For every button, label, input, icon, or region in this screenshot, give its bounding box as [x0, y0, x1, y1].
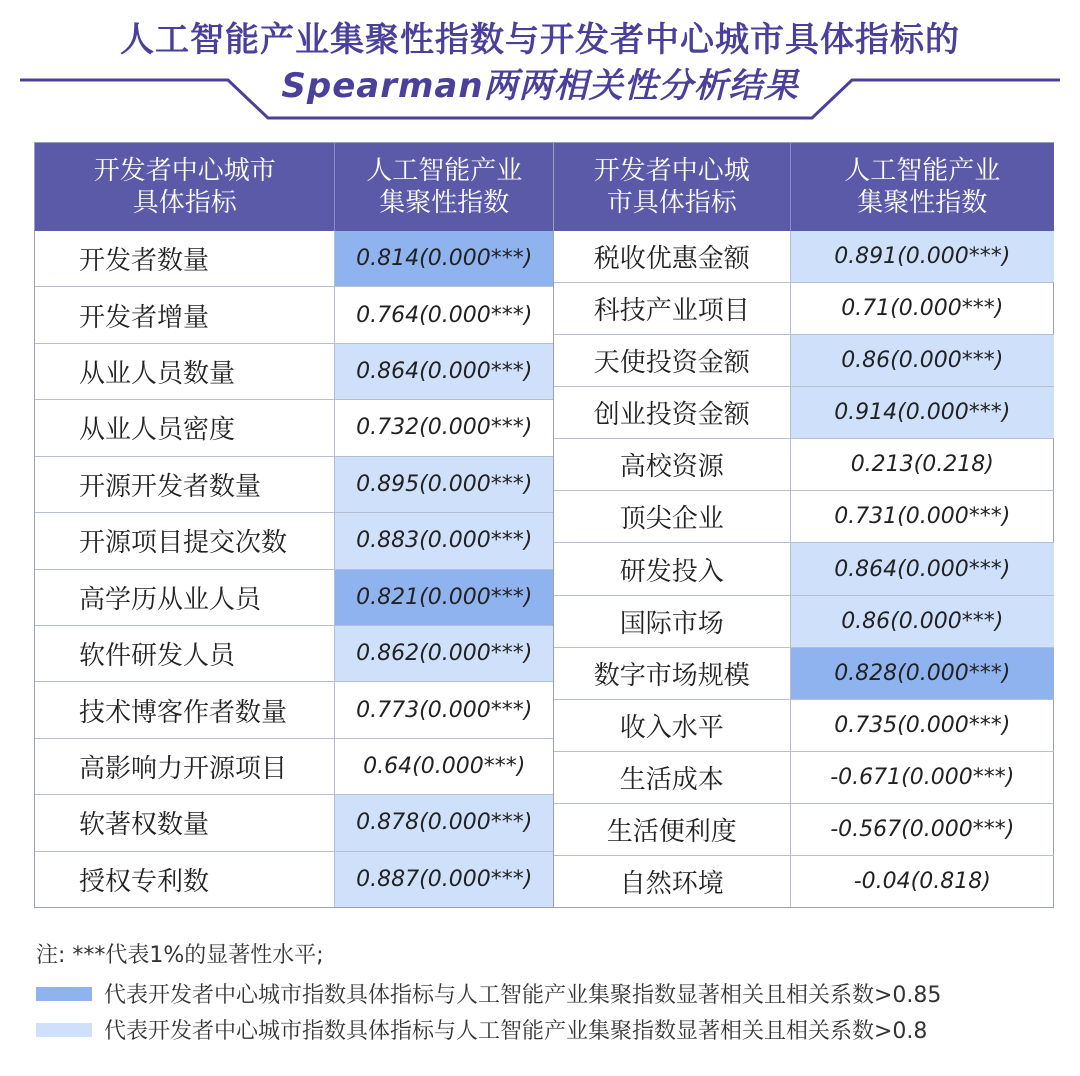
indicator-name: 高学历从业人员 [79, 584, 262, 615]
table-row [554, 438, 1054, 490]
table-row [554, 855, 1054, 907]
table-row [35, 456, 553, 512]
indicator-name: 从业人员密度 [79, 415, 236, 446]
header-index: 人工智能产业 集聚性指数 [790, 143, 1054, 231]
correlation-value: 0.731(0.000***) [790, 491, 1054, 542]
correlation-value: 0.914(0.000***) [790, 387, 1054, 438]
table-row [554, 542, 1054, 594]
table-row [554, 803, 1054, 855]
correlation-value: 0.732(0.000***) [334, 400, 553, 455]
page-subtitle: Spearman两两相关性分析结果 [281, 66, 799, 106]
indicator-name: 研发投入 [619, 556, 724, 587]
indicator-name: 天使投资金额 [593, 348, 750, 379]
correlation-value: 0.891(0.000***) [790, 231, 1054, 282]
page-title: 人工智能产业集聚性指数与开发者中心城市具体指标的 [120, 20, 960, 60]
indicator-name: 开发者数量 [79, 246, 210, 277]
table-rows-left [35, 231, 553, 907]
table-row [35, 681, 553, 737]
correlation-value: 0.64(0.000***) [334, 739, 553, 794]
indicator-name: 技术博客作者数量 [79, 697, 288, 728]
correlation-value: -0.671(0.000***) [790, 752, 1054, 803]
table-row [554, 490, 1054, 542]
table-row [35, 851, 553, 907]
table-row [554, 386, 1054, 438]
correlation-value: 0.213(0.218) [790, 439, 1054, 490]
table-row [35, 794, 553, 850]
table-row [554, 282, 1054, 334]
indicator-name: 开发者增量 [79, 302, 210, 333]
table-right-half [553, 143, 1054, 907]
header-indicator: 开发者中心城市 具体指标 [93, 156, 276, 218]
indicator-name: 软著权数量 [79, 810, 210, 841]
correlation-value: -0.04(0.818) [790, 856, 1054, 907]
indicator-name: 税收优惠金额 [593, 244, 750, 275]
correlation-value: 0.864(0.000***) [790, 543, 1054, 594]
table-row [35, 738, 553, 794]
table-header-right [554, 143, 1054, 231]
indicator-name: 科技产业项目 [593, 296, 750, 327]
table-row [35, 512, 553, 568]
correlation-value: 0.86(0.000***) [790, 596, 1054, 647]
table-row [554, 595, 1054, 647]
table-row [35, 569, 553, 625]
table-row [35, 343, 553, 399]
table-row [554, 751, 1054, 803]
correlation-value: 0.864(0.000***) [334, 344, 553, 399]
table-left-half [35, 143, 553, 907]
correlation-value: 0.878(0.000***) [334, 795, 553, 850]
indicator-name: 授权专利数 [79, 866, 210, 897]
correlation-value: 0.814(0.000***) [334, 231, 553, 286]
correlation-value: 0.895(0.000***) [334, 457, 553, 512]
indicator-name: 高校资源 [619, 452, 724, 483]
table-row [35, 286, 553, 342]
legend-swatch-strong [36, 987, 92, 1001]
correlation-table [34, 142, 1054, 908]
table-row [35, 231, 553, 286]
title-decoration [0, 0, 1080, 130]
table-row [554, 647, 1054, 699]
indicator-name: 开源开发者数量 [79, 471, 262, 502]
table-header-left [35, 143, 553, 231]
indicator-name: 数字市场规模 [593, 660, 750, 691]
indicator-name: 收入水平 [619, 712, 724, 743]
indicator-name: 生活成本 [619, 764, 724, 795]
table-rows-right [554, 231, 1054, 907]
correlation-value: 0.883(0.000***) [334, 513, 553, 568]
header-indicator: 开发者中心城 市具体指标 [593, 156, 750, 218]
indicator-name: 创业投资金额 [593, 400, 750, 431]
legend-light-label: 代表开发者中心城市指数具体指标与人工智能产业集聚指数显著相关且相关系数>0.8 [104, 1019, 928, 1044]
correlation-value: -0.567(0.000***) [790, 804, 1054, 855]
correlation-value: 0.735(0.000***) [790, 700, 1054, 751]
table-row [554, 699, 1054, 751]
correlation-value: 0.821(0.000***) [334, 570, 553, 625]
table-row [554, 334, 1054, 386]
header-index: 人工智能产业 集聚性指数 [334, 143, 553, 231]
indicator-name: 自然环境 [619, 868, 724, 899]
correlation-value: 0.71(0.000***) [790, 283, 1054, 334]
indicator-name: 从业人员数量 [79, 359, 236, 390]
correlation-value: 0.887(0.000***) [334, 852, 553, 907]
legend-light [36, 1014, 927, 1045]
correlation-value: 0.773(0.000***) [334, 682, 553, 737]
legend-strong-label: 代表开发者中心城市指数具体指标与人工智能产业集聚指数显著相关且相关系数>0.85 [104, 983, 942, 1008]
correlation-value: 0.764(0.000***) [334, 287, 553, 342]
correlation-value: 0.862(0.000***) [334, 626, 553, 681]
table-row [554, 231, 1054, 282]
table-row [35, 625, 553, 681]
note-significance: 注: ***代表1%的显著性水平; [36, 943, 324, 968]
legend-strong [36, 978, 941, 1009]
indicator-name: 开源项目提交次数 [79, 528, 288, 559]
correlation-value: 0.86(0.000***) [790, 335, 1054, 386]
indicator-name: 顶尖企业 [619, 504, 724, 535]
correlation-value: 0.828(0.000***) [790, 648, 1054, 699]
indicator-name: 生活便利度 [606, 816, 737, 847]
legend-swatch-light [36, 1023, 92, 1037]
table-row [35, 399, 553, 455]
indicator-name: 国际市场 [619, 608, 724, 639]
indicator-name: 软件研发人员 [79, 641, 236, 672]
indicator-name: 高影响力开源项目 [79, 754, 288, 784]
